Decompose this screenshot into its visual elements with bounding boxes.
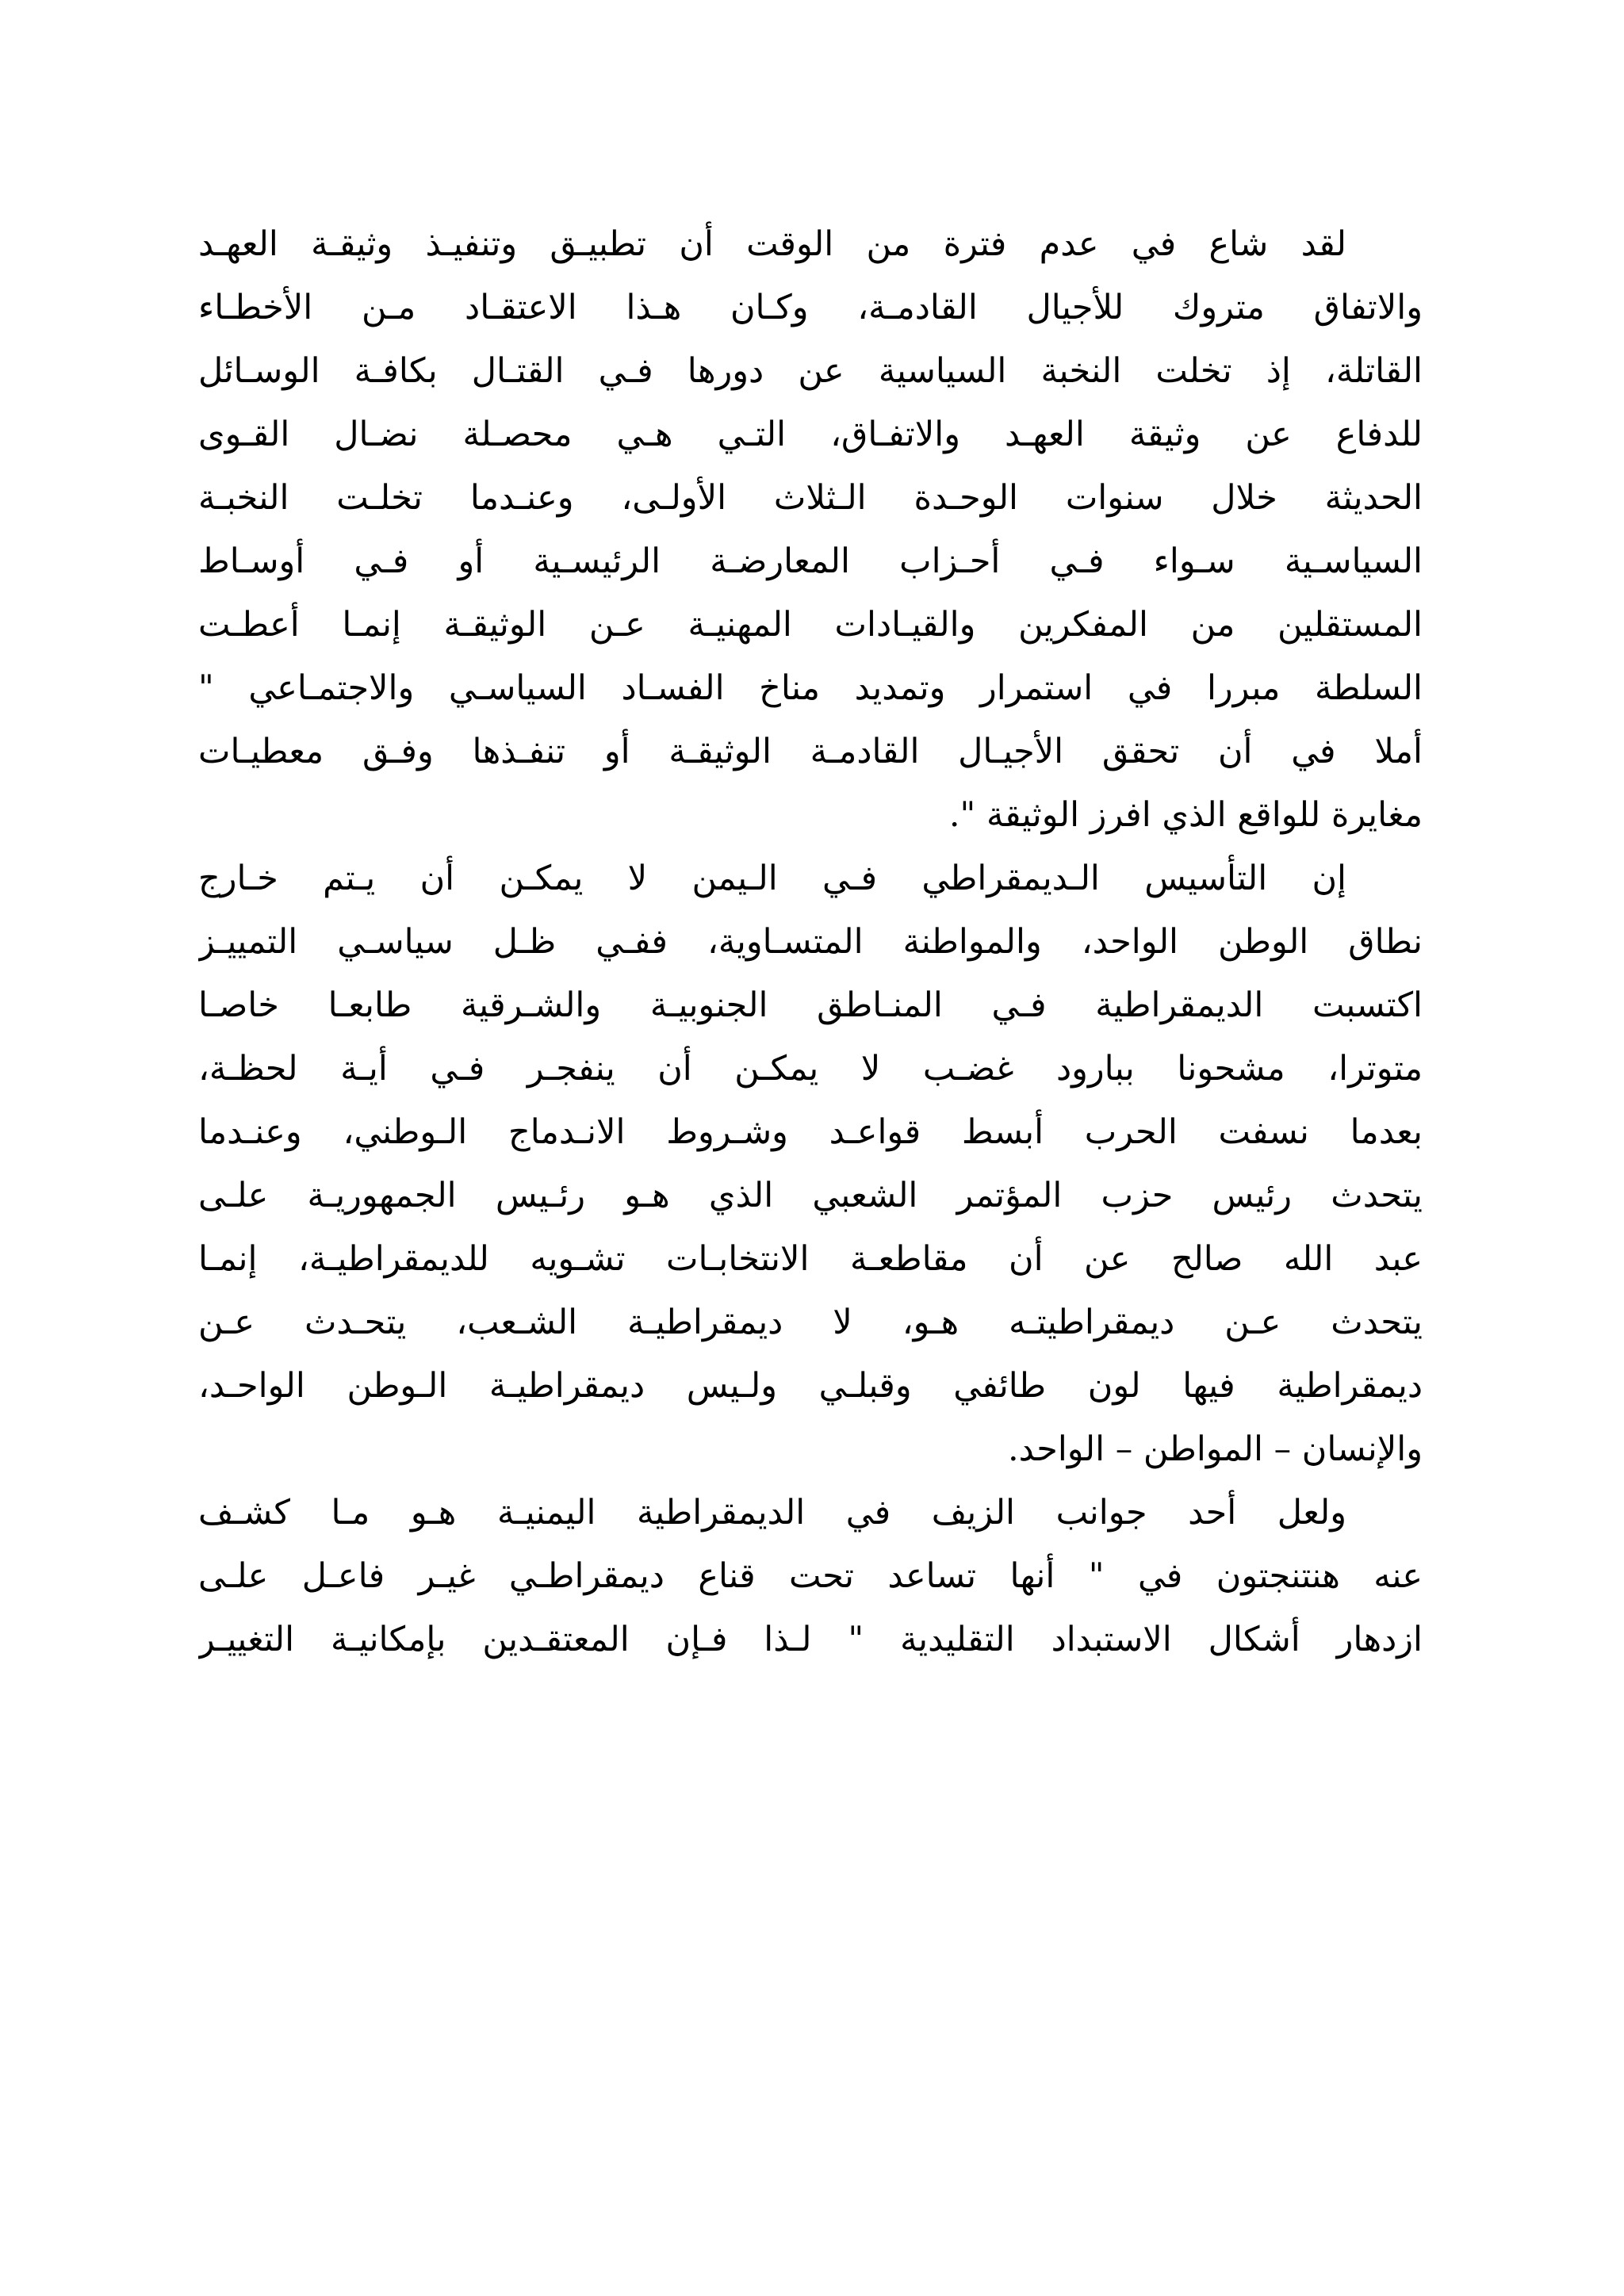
text-line: ولعل أحد جوانب الزيف في الديمقراطية اليمنيـة هـو مـا كشـف	[198, 1493, 1346, 1533]
text-line: أملا في أن تحقق الأجيـال القادمـة الوثيقـة أو تنفـذها وفـق معطيـات	[198, 732, 1423, 771]
paragraph-2	[198, 847, 1423, 1481]
text-line: المستقلين من المفكرين والقيـادات المهنيـة عـن الوثيقـة إنمـا أعطـت	[198, 605, 1423, 645]
text-line: السياسـية سـواء فـي أحـزاب المعارضـة الرئيسـية أو فـي أوسـاط	[198, 541, 1423, 581]
text-line: والإنسان – المواطن – الواحد.	[1008, 1429, 1423, 1469]
text-line: بعدما نسفت الحرب أبسط قواعـد وشـروط الانـدماج الـوطني، وعنـدما	[198, 1112, 1423, 1152]
text-line: يتحدث عـن ديمقراطيتـه هـو، لا ديمقراطيـة الشـعب، يتحـدث عـن	[198, 1303, 1423, 1342]
text-line: إن التأسيس الـديمقراطي فـي الـيمن لا يمكـن أن يـتم خـارج	[198, 859, 1346, 898]
text-line: مغايرة للواقع الذي افرز الوثيقة ".	[948, 795, 1423, 835]
text-line: اكتسبت الديمقراطية فـي المنـاطق الجنوبيـة والشـرقية طابعـا خاصـا	[198, 985, 1423, 1025]
text-line: الحديثة خلال سنوات الوحـدة الـثلاث الأولـى، وعنـدما تخلـت النخبـة	[198, 478, 1423, 518]
text-line: نطاق الوطن الواحد، والمواطنة المتسـاوية، ففـي ظـل سياسـي التمييـز	[198, 922, 1423, 962]
text-line: ازدهار أشكال الاستبداد التقليدية " لـذا فـإن المعتقـدين بإمكانيـة التغييـر	[198, 1620, 1423, 1659]
text-line: ديمقراطية فيها لون طائفي وقبلـي ولـيس ديمقراطيـة الـوطن الواحـد،	[198, 1366, 1423, 1406]
text-line: والاتفاق متروك للأجيال القادمـة، وكـان هـذا الاعتقـاد مـن الأخطـاء	[198, 288, 1423, 327]
text-line: يتحدث رئيس حزب المؤتمر الشعبي الذي هـو رئـيس الجمهوريـة علـى	[198, 1176, 1423, 1215]
paragraph-3	[198, 1481, 1423, 1671]
text-line: القاتلة، إذ تخلت النخبة السياسية عن دورها فـي القتـال بكافـة الوسـائل	[198, 351, 1423, 391]
text-line: للدفاع عن وثيقة العهـد والاتفـاق، التـي هـي محصـلة نضـال القـوى	[198, 415, 1423, 454]
text-line: السلطة مبررا في استمرار وتمديد مناخ الفسـاد السياسـي والاجتمـاعي "	[198, 668, 1423, 708]
text-line: عنه هنتنجتون في " أنها تساعد تحت قناع ديمقراطـي غيـر فاعـل علـى	[198, 1556, 1423, 1596]
body-text	[198, 212, 1423, 1671]
paragraph-1	[198, 212, 1423, 847]
text-line: متوترا، مشحونا ببارود غضـب لا يمكـن أن ينفجـر فـي أيـة لحظـة،	[198, 1049, 1423, 1089]
text-line: لقد شاع في عدم فترة من الوقت أن تطبيـق وتنفيـذ وثيقـة العهـد	[198, 224, 1346, 264]
text-line: عبد الله صالح عن أن مقاطعـة الانتخابـات تشـويه للديمقراطيـة، إنمـا	[198, 1239, 1423, 1279]
